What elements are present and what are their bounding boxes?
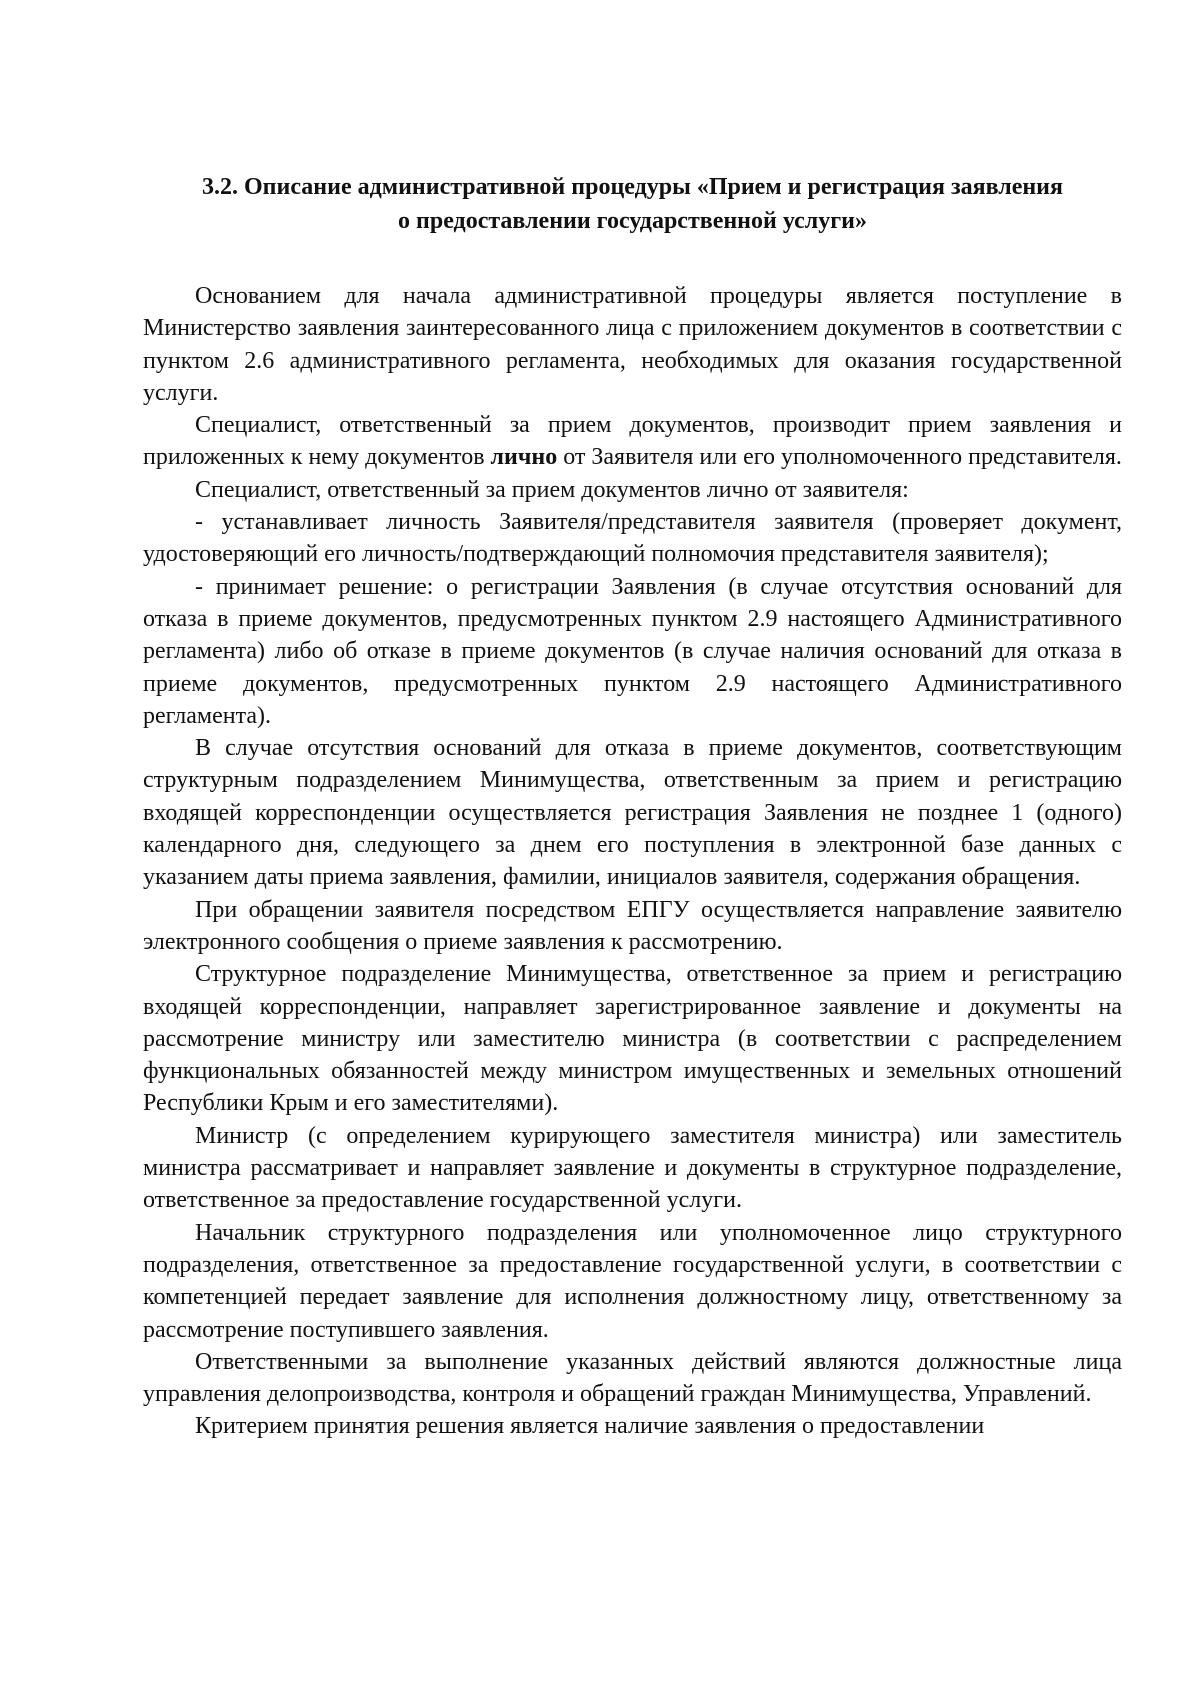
paragraph-text: от Заявителя или его уполномоченного представителя. <box>557 444 1122 471</box>
list-item-identity-check: - устанавливает личность Заявителя/представителя заявителя (проверяет документ, удостоверяющий его личность/подтверждающий полномочия представителя заявителя); <box>143 509 1122 568</box>
list-item-decision: - принимает решение: о регистрации Заявления (в случае отсутствия оснований для отказа в приеме документов, предусмотренных пунктом 2.9 настоящего Административного регламента) либо об отказе в приеме документов (в случае наличия оснований для отказа в приеме документов, предусмотренных пунктом 2.9 настоящего Административного регламента). <box>143 573 1122 729</box>
paragraph-minister: Министр (с определением курирующего заместителя министра) или заместитель министра рассматривает и направляет заявление и документы в структурное подразделение, ответственное за предоставление государственной услуги. <box>143 1122 1122 1214</box>
paragraph-basis: Основанием для начала административной процедуры является поступление в Министерство заявления заинтересованного лица с приложением документов в соответствии с пунктом 2.6 административного регламента, необходимых для оказания государственной услуги. <box>143 283 1122 406</box>
section-heading-line-1: 3.2. Описание административной процедуры «Прием и регистрация заявления <box>202 174 1063 200</box>
paragraph-decision-criterion: Критерием принятия решения является наличие заявления о предоставлении <box>195 1413 985 1440</box>
paragraph-registration: В случае отсутствия оснований для отказа в приеме документов, соответствующим структурным подразделением Минимущества, ответственным за прием и регистрацию входящей корреспонденции осуществляется регистрация Заявления не позднее 1 (одного) календарного дня, следующего за днем его поступления в электронной базе данных с указанием даты приема заявления, фамилии, инициалов заявителя, содержания обращения. <box>143 735 1122 891</box>
paragraph-text: Специалист, ответственный за прием документов, производит прием заявления и приложенных к нему документов <box>143 412 1122 471</box>
paragraph-epgu: При обращении заявителя посредством ЕПГУ осуществляется направление заявителю электронного сообщения о приеме заявления к рассмотрению. <box>143 896 1122 955</box>
section-heading-line-2: о предоставлении государственной услуги» <box>398 208 867 234</box>
paragraph-specialist-duties: Специалист, ответственный за прием документов лично от заявителя: <box>195 476 909 503</box>
section-heading <box>143 170 1122 238</box>
emphasis-in-person: лично <box>490 444 558 471</box>
paragraph-head-of-unit: Начальник структурного подразделения или уполномоченное лицо структурного подразделения, ответственное за предоставление государственной услуги, в соответствии с компетенцией передает заявление для исполнения должностному лицу, ответственному за рассмотрение поступившего заявления. <box>143 1219 1122 1343</box>
paragraph-structural-unit: Структурное подразделение Минимущества, ответственное за прием и регистрацию входящей корреспонденции, направляет зарегистрированное заявление и документы на рассмотрение министру или заместителю министра (в соответствии с распределением функциональных обязанностей между министром имущественных и земельных отношений Республики Крым и его заместителями). <box>143 961 1122 1117</box>
paragraph-responsible-officials: Ответственными за выполнение указанных действий являются должностные лица управления делопроизводства, контроля и обращений граждан Минимущества, Управлений. <box>143 1348 1122 1408</box>
paragraph-specialist-reception <box>143 409 1122 474</box>
